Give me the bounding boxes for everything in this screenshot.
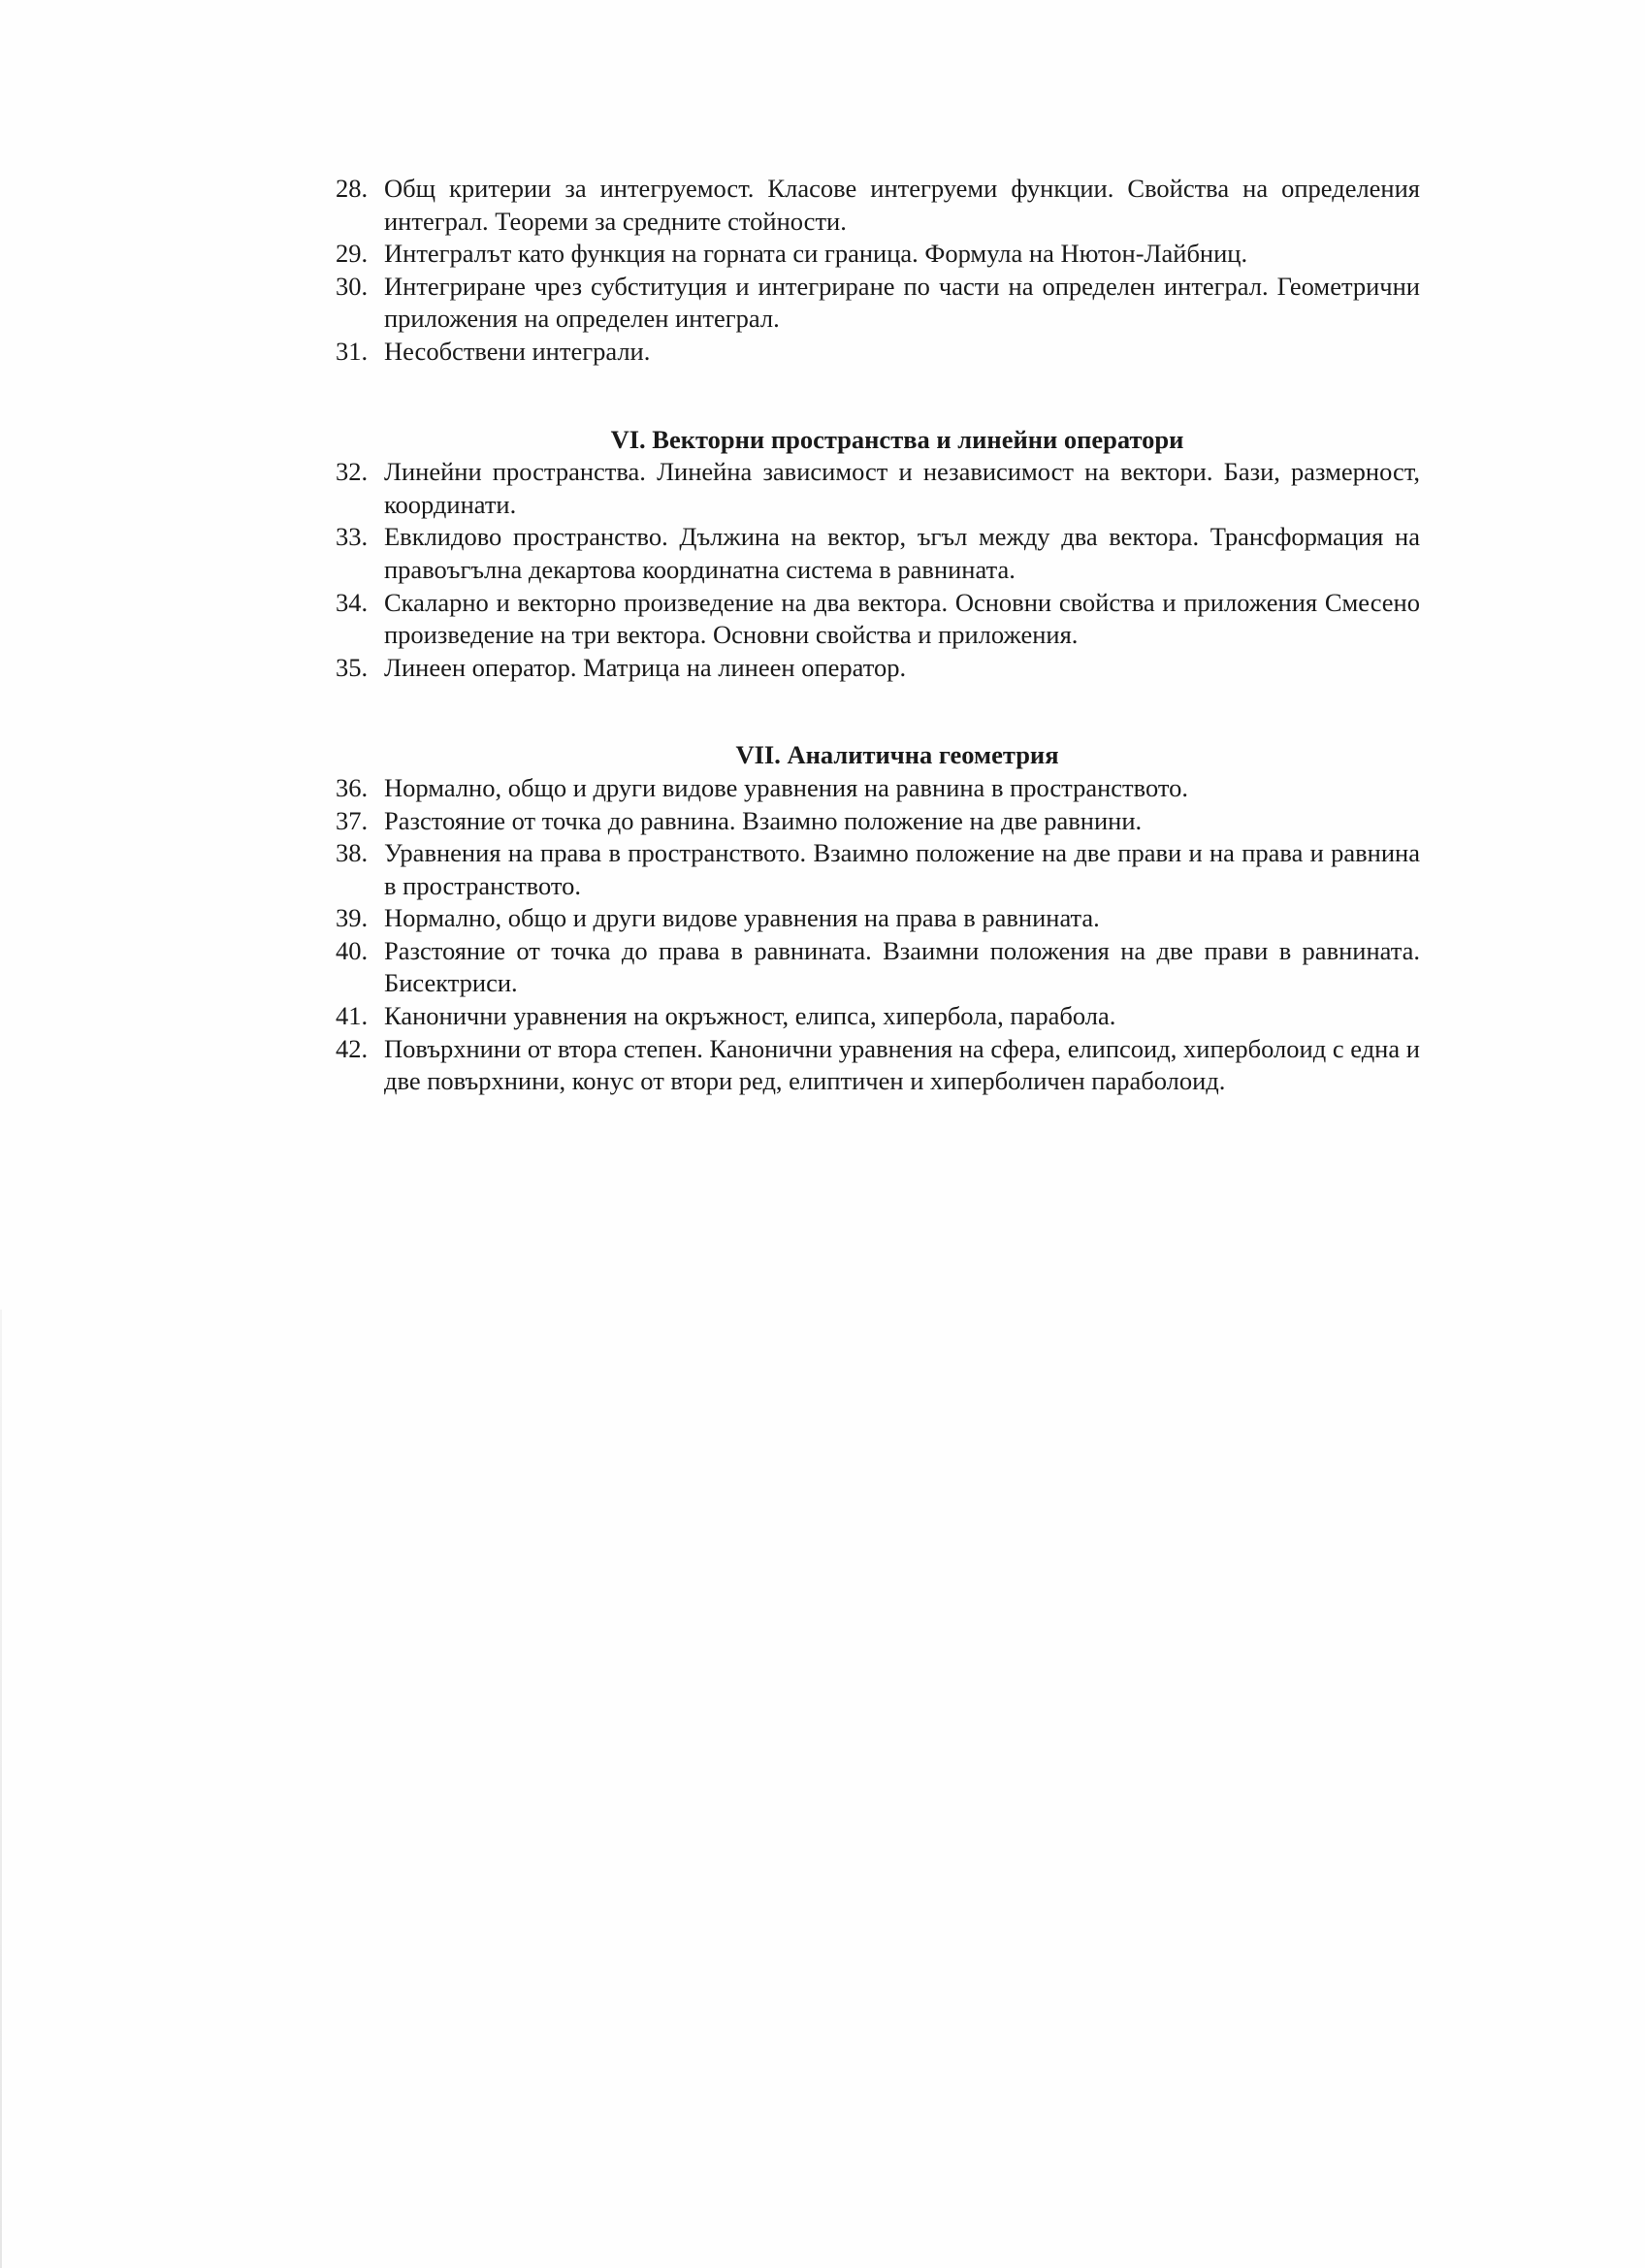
list-item	[336, 1033, 1420, 1098]
page-content	[336, 173, 1420, 1098]
list-item	[336, 1000, 1420, 1033]
list-item	[336, 336, 1420, 369]
item-text: Линеен оператор. Матрица на линеен оператор.	[384, 652, 907, 682]
item-text: Уравнения на права в пространството. Взаимно положение на две прави и на права и равнина в пространството.	[384, 838, 1420, 900]
item-number: 30.	[336, 271, 369, 301]
item-text: Нормално, общо и други видове уравнения на равнина в пространството.	[384, 772, 1188, 802]
list-item	[336, 587, 1420, 652]
item-number: 29.	[336, 239, 369, 269]
list-item	[336, 238, 1420, 271]
item-number: 33.	[336, 522, 369, 552]
item-number: 34.	[336, 587, 369, 617]
item-number: 37.	[336, 805, 369, 835]
item-number: 32.	[336, 457, 369, 487]
item-number: 35.	[336, 652, 369, 682]
item-list-analytic-geometry	[336, 772, 1420, 1098]
list-item	[336, 772, 1420, 805]
item-text: Интегриране чрез субституция и интегриране по части на определен интеграл. Геометрични приложения на определен интеграл.	[384, 271, 1420, 334]
item-text: Повърхнини от втора степен. Канонични уравнения на сфера, елипсоид, хиперболоид с една и две повърхнини, конус от втори ред, елиптичен и хиперболичен параболоид.	[384, 1033, 1420, 1096]
list-item	[336, 652, 1420, 685]
item-number: 41.	[336, 1001, 369, 1031]
section-heading-vector-spaces: VI. Векторни пространства и линейни оператори	[610, 424, 1184, 454]
item-text: Скаларно и векторно произведение на два вектора. Основни свойства и приложения Смесено произведение на три вектора. Основни свойства и приложения.	[384, 587, 1420, 650]
item-number: 38.	[336, 838, 369, 868]
item-number: 36.	[336, 772, 369, 802]
item-text: Несобствени интеграли.	[384, 336, 651, 366]
list-item	[336, 805, 1420, 838]
item-text: Канонични уравнения на окръжност, елипса, хипербола, парабола.	[384, 1001, 1116, 1031]
item-text: Общ критерии за интегруемост. Класове интегруеми функции. Свойства на определения интеграл. Теореми за средните стойности.	[384, 174, 1420, 236]
item-text: Разстояние от точка до права в равнината. Взаимни положения на две прави в равнината. Бисектриси.	[384, 935, 1420, 998]
item-text: Интегралът като функция на горната си граница. Формула на Нютон-Лайбниц.	[384, 239, 1248, 269]
item-number: 42.	[336, 1033, 369, 1063]
item-number: 28.	[336, 174, 369, 203]
section-heading-analytic-geometry: VII. Аналитична геометрия	[735, 740, 1059, 770]
item-text: Линейни пространства. Линейна зависимост и независимост на вектори. Бази, размерност, координати.	[384, 457, 1420, 519]
item-number: 39.	[336, 903, 369, 933]
list-item	[336, 902, 1420, 935]
list-item	[336, 521, 1420, 586]
list-item	[336, 456, 1420, 521]
list-item	[336, 837, 1420, 902]
item-text: Разстояние от точка до равнина. Взаимно положение на две равнини.	[384, 805, 1143, 835]
item-number: 31.	[336, 336, 369, 366]
scan-edge-shadow	[0, 1310, 2, 2268]
item-list-vector-spaces	[336, 456, 1420, 684]
item-text: Нормално, общо и други видове уравнения на права в равнината.	[384, 903, 1100, 933]
list-item	[336, 935, 1420, 1000]
item-text: Евклидово пространство. Дължина на вектор, ъгъл между два вектора. Трансформация на правоъгълна декартова координатна система в равнината.	[384, 522, 1420, 584]
item-list-integrals	[336, 173, 1420, 369]
list-item	[336, 271, 1420, 336]
list-item	[336, 173, 1420, 238]
item-number: 40.	[336, 935, 369, 965]
